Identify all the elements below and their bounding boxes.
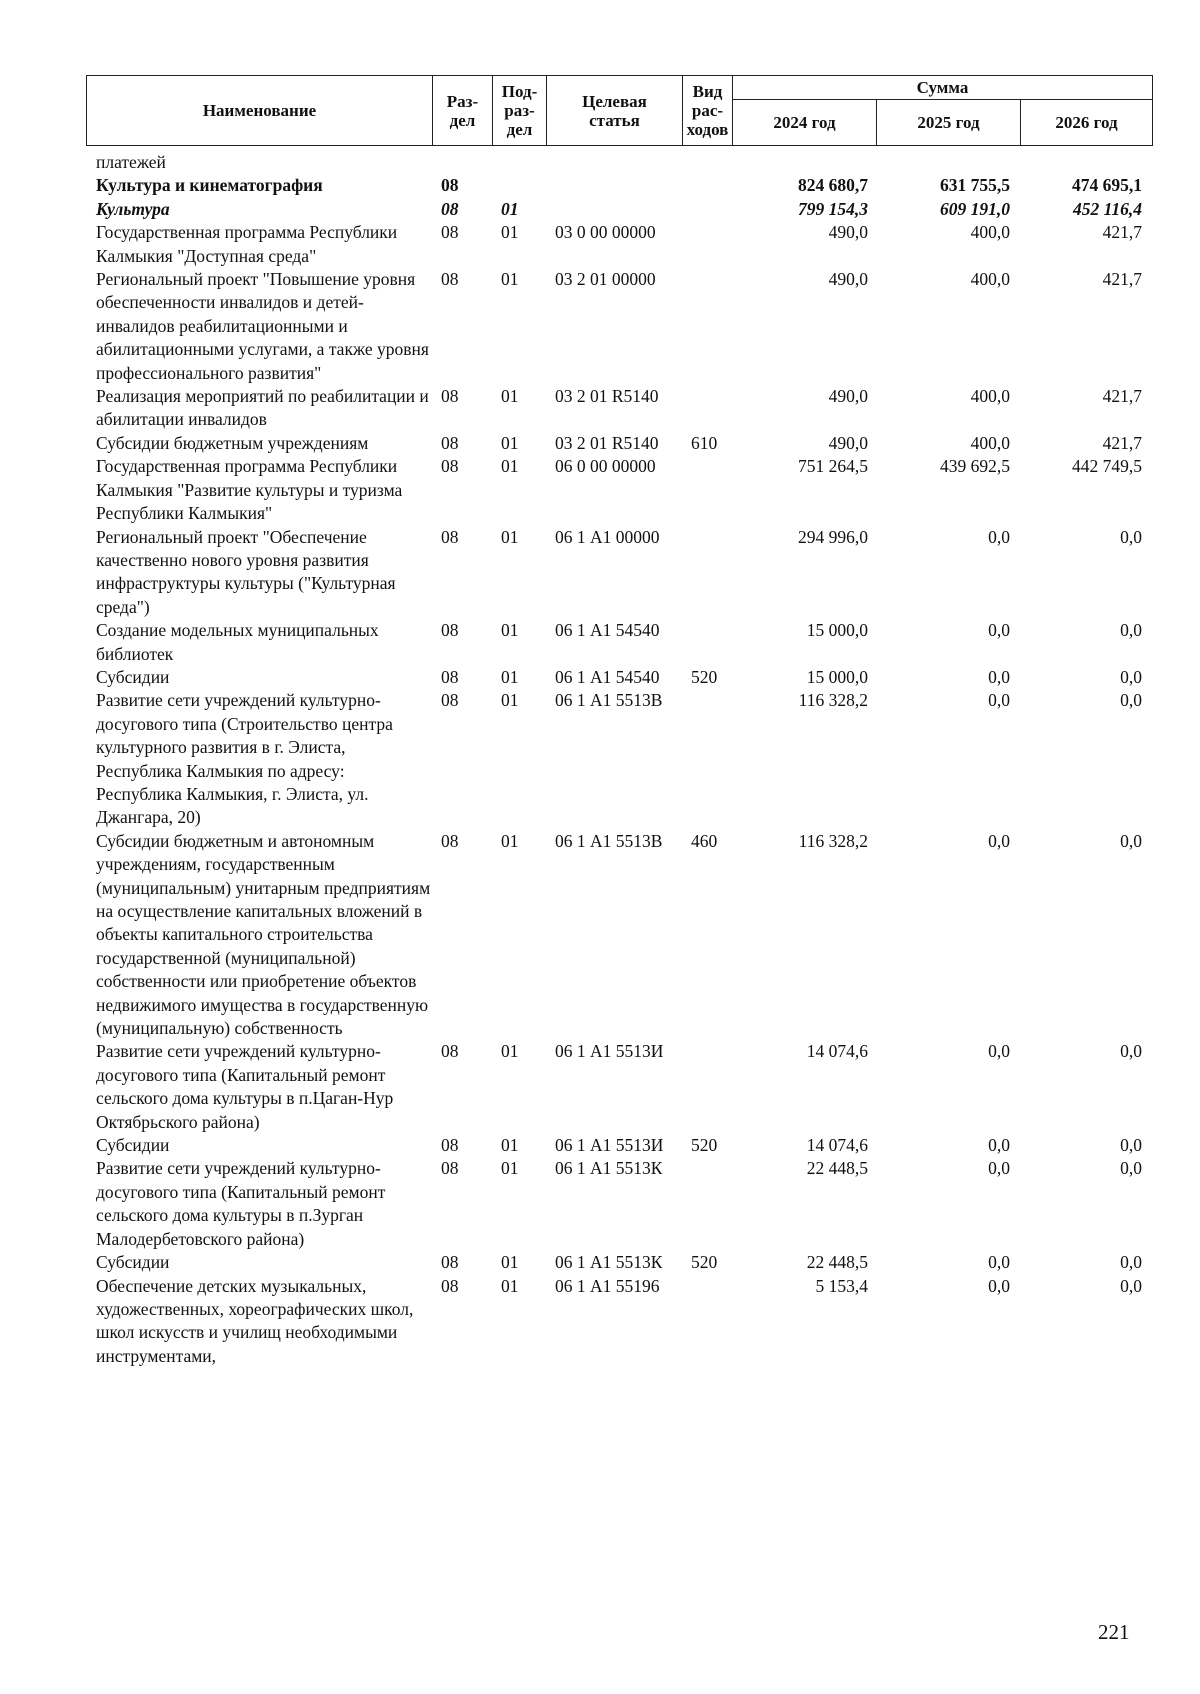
header-year-2025: 2025 год — [877, 100, 1021, 146]
row-podrazdel: 01 — [501, 269, 519, 290]
row-amount-2025: 0,0 — [988, 1275, 1010, 1296]
header-summa: Сумма — [733, 76, 1153, 100]
row-name: Культура и кинематография — [96, 175, 323, 196]
table-row — [86, 455, 1152, 525]
row-name: Региональный проект "Повышение уровня обеспеченности инвалидов и детей-инвалидов реабилитационными и абилитационными услугами, а также уровня профессионального развития" — [96, 269, 429, 383]
row-amount-2024: 15 000,0 — [806, 620, 868, 641]
row-vid — [682, 1157, 732, 1251]
row-amount-2026 — [1020, 151, 1152, 174]
row-name: Развитие сети учреждений культурно-досугового типа (Капитальный ремонт сельского дома культуры в п.Зурган Малодербетовского района) — [96, 1158, 386, 1249]
row-amount-2026: 474 695,1 — [1072, 175, 1142, 196]
header-podrazdel-line-2: раз- — [504, 101, 535, 120]
row-amount-2025: 0,0 — [988, 1041, 1010, 1062]
row-podrazdel: 01 — [501, 1252, 519, 1273]
row-amount-2026: 0,0 — [1120, 1135, 1142, 1156]
row-vid: 520 — [691, 1135, 718, 1156]
row-amount-2024: 490,0 — [828, 386, 868, 407]
header-podrazdel — [493, 76, 547, 146]
row-amount-2025: 400,0 — [970, 222, 1010, 243]
row-amount-2026: 421,7 — [1102, 222, 1142, 243]
header-podrazdel-line-1: Под- — [501, 82, 538, 101]
row-amount-2026: 0,0 — [1120, 1041, 1142, 1062]
row-razdel: 08 — [441, 222, 459, 243]
row-vid: 610 — [691, 432, 718, 453]
table-row — [86, 830, 1152, 1041]
row-amount-2024: 15 000,0 — [806, 666, 868, 687]
row-tselevaya — [546, 151, 682, 174]
row-name: платежей — [96, 152, 166, 172]
header-razdel — [433, 76, 493, 146]
row-amount-2025: 631 755,5 — [940, 175, 1010, 196]
row-amount-2025 — [876, 151, 1020, 174]
row-amount-2026: 0,0 — [1120, 1252, 1142, 1273]
row-razdel: 08 — [441, 432, 459, 453]
header-razdel-line-1: Раз- — [446, 91, 479, 111]
header-tselevaya-line-1: Целевая — [582, 91, 647, 111]
row-podrazdel: 01 — [501, 526, 519, 547]
row-razdel: 08 — [441, 1252, 459, 1273]
row-razdel: 08 — [441, 1135, 459, 1156]
row-vid: 460 — [691, 830, 718, 851]
header-vid — [683, 76, 733, 146]
row-tselevaya — [546, 198, 682, 221]
row-name: Субсидии бюджетным учреждениям — [96, 432, 369, 453]
row-name: Субсидии — [96, 1252, 170, 1273]
row-amount-2026: 0,0 — [1120, 830, 1142, 851]
row-tselevaya: 06 1 А1 5513В — [555, 690, 663, 711]
row-podrazdel: 01 — [501, 432, 519, 453]
row-tselevaya: 06 1 А1 5513К — [555, 1252, 663, 1273]
row-podrazdel: 01 — [501, 456, 519, 477]
row-amount-2025: 0,0 — [988, 830, 1010, 851]
row-razdel: 08 — [441, 386, 459, 407]
table-header — [86, 75, 1153, 146]
row-vid — [682, 221, 732, 268]
row-razdel: 08 — [441, 1158, 459, 1179]
table-row — [86, 432, 1152, 455]
row-tselevaya: 06 1 А1 5513И — [555, 1135, 664, 1156]
row-amount-2024: 294 996,0 — [798, 526, 868, 547]
row-amount-2024 — [732, 151, 876, 174]
table-row — [86, 268, 1152, 385]
row-razdel: 08 — [441, 1275, 459, 1296]
row-tselevaya: 06 1 А1 54540 — [555, 666, 660, 687]
row-vid — [682, 619, 732, 666]
row-tselevaya: 03 2 01 00000 — [555, 269, 656, 290]
row-amount-2026: 421,7 — [1102, 432, 1142, 453]
row-tselevaya: 06 1 А1 55196 — [555, 1275, 660, 1296]
row-amount-2025: 439 692,5 — [940, 456, 1010, 477]
row-podrazdel: 01 — [501, 222, 519, 243]
row-amount-2024: 490,0 — [828, 222, 868, 243]
table-row — [86, 689, 1152, 829]
header-tselevaya — [547, 76, 683, 146]
row-vid — [682, 268, 732, 385]
page-number: 221 — [1098, 1620, 1130, 1644]
row-amount-2026: 0,0 — [1120, 666, 1142, 687]
row-vid: 520 — [691, 1252, 718, 1273]
row-name: Региональный проект "Обеспечение качественно нового уровня развития инфраструктуры культуры ("Культурная среда") — [96, 526, 396, 617]
table-row — [86, 1251, 1152, 1274]
row-vid — [682, 455, 732, 525]
header-vid-line-3: ходов — [686, 120, 729, 139]
row-razdel: 08 — [441, 1041, 459, 1062]
row-amount-2026: 0,0 — [1120, 1275, 1142, 1296]
row-amount-2024: 22 448,5 — [806, 1252, 868, 1273]
row-podrazdel: 01 — [501, 198, 519, 219]
row-podrazdel: 01 — [501, 386, 519, 407]
table-row — [86, 221, 1152, 268]
row-amount-2026: 0,0 — [1120, 620, 1142, 641]
table-row — [86, 1040, 1152, 1134]
row-tselevaya: 03 0 00 00000 — [555, 222, 656, 243]
row-vid — [682, 385, 732, 432]
row-amount-2024: 490,0 — [828, 432, 868, 453]
row-name: Субсидии бюджетным и автономным учреждениям, государственным (муниципальным) унитарным предприятиям на осуществление капитальных вложений в объекты капитального строительства государственной (муниципальной) собственности или приобретение объектов недвижимого имущества в государственную (муниципальную) собственность — [96, 830, 431, 1039]
header-year-2024: 2024 год — [733, 100, 877, 146]
row-amount-2024: 5 153,4 — [815, 1275, 868, 1296]
row-razdel: 08 — [441, 269, 459, 290]
row-podrazdel: 01 — [501, 830, 519, 851]
table-row — [86, 151, 1152, 174]
row-amount-2025: 0,0 — [988, 1158, 1010, 1179]
row-name: Реализация мероприятий по реабилитации и абилитации инвалидов — [96, 386, 429, 430]
table-row — [86, 1157, 1152, 1251]
row-amount-2024: 751 264,5 — [798, 456, 868, 477]
row-amount-2026: 452 116,4 — [1072, 198, 1142, 219]
row-amount-2025: 0,0 — [988, 690, 1010, 711]
row-name: Государственная программа Республики Калмыкия "Развитие культуры и туризма Республики Калмыкия" — [96, 456, 403, 524]
row-amount-2026: 0,0 — [1120, 690, 1142, 711]
row-vid — [682, 1275, 732, 1369]
row-amount-2025: 609 191,0 — [940, 198, 1010, 219]
header-vid-line-2: рас- — [691, 101, 724, 120]
row-podrazdel: 01 — [501, 1135, 519, 1156]
table-row — [86, 1275, 1152, 1369]
row-name: Государственная программа Республики Калмыкия "Доступная среда" — [96, 222, 398, 266]
row-podrazdel: 01 — [501, 1275, 519, 1296]
row-tselevaya: 06 1 А1 5513К — [555, 1158, 663, 1179]
row-amount-2024: 22 448,5 — [806, 1158, 868, 1179]
row-amount-2025: 0,0 — [988, 620, 1010, 641]
row-tselevaya: 06 1 А1 5513В — [555, 830, 663, 851]
header-vid-line-1: Вид — [692, 82, 723, 101]
row-vid — [682, 1040, 732, 1134]
row-name: Культура — [96, 198, 170, 219]
row-tselevaya: 06 0 00 00000 — [555, 456, 656, 477]
row-name: Субсидии — [96, 666, 170, 687]
table-body — [86, 151, 1152, 1368]
row-amount-2025: 0,0 — [988, 666, 1010, 687]
row-razdel: 08 — [441, 198, 459, 219]
row-vid: 520 — [691, 666, 718, 687]
row-amount-2026: 421,7 — [1102, 269, 1142, 290]
table-row — [86, 385, 1152, 432]
row-name: Развитие сети учреждений культурно-досугового типа (Капитальный ремонт сельского дома культуры в п.Цаган-Нур Октябрьского района) — [96, 1041, 394, 1132]
row-razdel: 08 — [441, 620, 459, 641]
row-podrazdel: 01 — [501, 1041, 519, 1062]
row-amount-2025: 0,0 — [988, 526, 1010, 547]
row-amount-2024: 14 074,6 — [806, 1041, 868, 1062]
table-row — [86, 174, 1152, 197]
row-razdel: 08 — [441, 690, 459, 711]
row-razdel: 08 — [441, 526, 459, 547]
table-row — [86, 666, 1152, 689]
row-amount-2024: 14 074,6 — [806, 1135, 868, 1156]
row-amount-2026: 0,0 — [1120, 1158, 1142, 1179]
row-tselevaya: 03 2 01 R5140 — [555, 386, 659, 407]
row-vid — [682, 151, 732, 174]
row-amount-2024: 824 680,7 — [798, 175, 868, 196]
row-amount-2025: 0,0 — [988, 1252, 1010, 1273]
row-razdel: 08 — [441, 830, 459, 851]
row-amount-2025: 400,0 — [970, 386, 1010, 407]
row-amount-2024: 799 154,3 — [798, 198, 868, 219]
row-podrazdel: 01 — [501, 1158, 519, 1179]
table-row — [86, 619, 1152, 666]
header-tselevaya-line-2: статья — [589, 110, 640, 130]
row-razdel: 08 — [441, 456, 459, 477]
row-tselevaya — [546, 174, 682, 197]
row-razdel: 08 — [441, 175, 459, 196]
row-podrazdel: 01 — [501, 620, 519, 641]
row-vid — [682, 689, 732, 829]
row-vid — [682, 174, 732, 197]
row-amount-2026: 421,7 — [1102, 386, 1142, 407]
row-amount-2025: 0,0 — [988, 1135, 1010, 1156]
row-amount-2026: 442 749,5 — [1072, 456, 1142, 477]
row-name: Развитие сети учреждений культурно-досугового типа (Строительство центра культурного развития в г. Элиста, Республика Калмыкия по адресу: Республика Калмыкия, г. Элиста, ул. Джангара, 20) — [96, 690, 393, 828]
row-amount-2026: 0,0 — [1120, 526, 1142, 547]
row-amount-2025: 400,0 — [970, 269, 1010, 290]
row-name: Обеспечение детских музыкальных, художественных, хореографических школ, школ искусств и училищ необходимыми инструментами, — [96, 1275, 414, 1366]
row-podrazdel: 01 — [501, 690, 519, 711]
table-row — [86, 526, 1152, 620]
row-tselevaya: 06 1 А1 54540 — [555, 620, 660, 641]
row-amount-2024: 490,0 — [828, 269, 868, 290]
row-podrazdel: 01 — [501, 666, 519, 687]
header-razdel-line-2: дел — [449, 110, 476, 130]
header-name: Наименование — [87, 76, 433, 146]
table-row — [86, 1134, 1152, 1157]
row-amount-2025: 400,0 — [970, 432, 1010, 453]
row-name: Создание модельных муниципальных библиотек — [96, 620, 379, 664]
row-podrazdel — [492, 174, 546, 197]
row-tselevaya: 03 2 01 R5140 — [555, 432, 659, 453]
row-amount-2024: 116 328,2 — [798, 830, 868, 851]
row-tselevaya: 06 1 А1 00000 — [555, 526, 660, 547]
row-vid — [682, 526, 732, 620]
header-year-2026: 2026 год — [1021, 100, 1153, 146]
row-razdel: 08 — [441, 666, 459, 687]
row-podrazdel — [492, 151, 546, 174]
row-amount-2024: 116 328,2 — [798, 690, 868, 711]
row-vid — [682, 198, 732, 221]
row-name: Субсидии — [96, 1135, 170, 1156]
row-razdel — [432, 151, 492, 174]
header-podrazdel-line-3: дел — [506, 120, 533, 139]
row-tselevaya: 06 1 А1 5513И — [555, 1041, 664, 1062]
table-rows — [86, 151, 1152, 1368]
table-row — [86, 198, 1152, 221]
